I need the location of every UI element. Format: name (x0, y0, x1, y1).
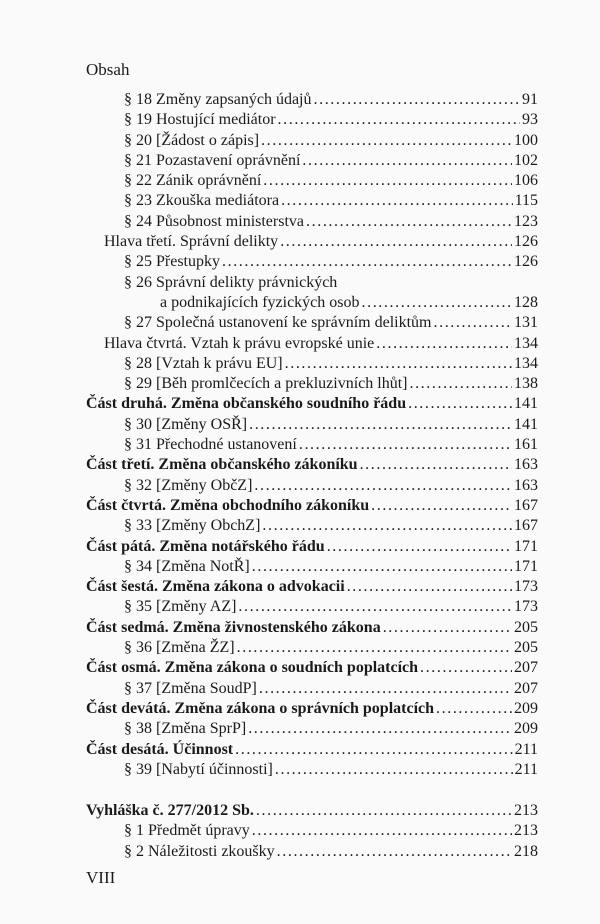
toc-entry-title: § 25 Přestupky (124, 253, 220, 271)
toc-entry (86, 699, 538, 719)
table-of-contents (86, 90, 538, 862)
toc-entry-page: 171 (514, 537, 538, 555)
toc-entry-page: 207 (514, 659, 538, 677)
toc-entry-title: § 27 Společná ustanovení ke správním deliktům (124, 314, 432, 332)
toc-entry-page: 163 (514, 456, 538, 474)
toc-entry (86, 273, 538, 293)
toc-entry-page: 106 (514, 172, 538, 190)
toc-entry (86, 334, 538, 354)
toc-entry-title: § 34 [Změna NotŘ] (124, 557, 250, 575)
dot-leader (302, 151, 512, 171)
toc-entry-page: 100 (514, 131, 538, 149)
dot-leader (252, 821, 512, 841)
toc-entry (86, 638, 538, 658)
toc-entry-title: § 24 Působnost ministerstva (124, 212, 305, 230)
dot-leader (238, 597, 512, 617)
dot-leader (306, 212, 512, 232)
dot-leader (371, 496, 512, 516)
toc-entry-page: 213 (514, 802, 538, 820)
toc-entry-page: 211 (514, 740, 538, 758)
dot-leader (327, 537, 512, 557)
toc-entry-title: § 18 Změny zapsaných údajů (124, 91, 312, 108)
toc-entry-page: 211 (514, 760, 538, 778)
toc-entry-title: Část šestá. Změna zákona o advokacii (86, 578, 345, 596)
toc-entry-title: a podnikajících fyzických osob (160, 293, 360, 311)
toc-entry-title: § 20 [Žádost o zápis] (124, 131, 260, 149)
toc-entry-title: § 39 [Nabytí účinnosti] (124, 760, 273, 778)
toc-entry (86, 618, 538, 638)
toc-entry (86, 557, 538, 577)
dot-leader (408, 394, 512, 414)
toc-entry-page: 141 (514, 415, 538, 433)
dot-leader (409, 374, 512, 394)
toc-entry-page: 115 (514, 192, 538, 210)
toc-entry-page: 93 (522, 111, 538, 129)
toc-entry (86, 577, 538, 597)
toc-entry-title: § 2 Náležitosti zkoušky (124, 842, 275, 860)
toc-entry-title: § 22 Zánik oprávnění (124, 172, 262, 190)
toc-entry (86, 374, 538, 394)
dot-leader (434, 313, 513, 333)
toc-entry-page: 134 (514, 334, 538, 352)
toc-entry-page: 126 (514, 253, 538, 271)
toc-entry (86, 455, 538, 475)
toc-entry-title: Část třetí. Změna občanského zákoníku (86, 456, 358, 474)
dot-leader (347, 577, 512, 597)
toc-entry (86, 537, 538, 557)
dot-leader (376, 334, 512, 354)
toc-entry (86, 435, 538, 455)
toc-entry-title: Hlava třetí. Správní delikty (104, 233, 279, 251)
toc-entry-title: § 29 [Běh promlčecích a prekluzivních lhůt] (124, 375, 408, 393)
toc-entry-title: § 33 [Změny ObchZ] (124, 517, 261, 535)
toc-entry (86, 516, 538, 536)
toc-entry-page: 171 (514, 557, 538, 575)
toc-entry-page: 209 (514, 720, 538, 738)
toc-entry-page: 207 (514, 679, 538, 697)
toc-entry (86, 313, 538, 333)
toc-entry-title: § 36 [Změna ŽZ] (124, 639, 235, 657)
toc-entry-title: § 28 [Vztah k právu EU] (124, 354, 283, 372)
toc-entry-page: 123 (514, 212, 538, 230)
toc-entry-title: § 35 [Změny AZ] (124, 598, 237, 616)
toc-entry-title: Hlava čtvrtá. Vztah k právu evropské unie (104, 334, 375, 352)
toc-entry (86, 801, 538, 821)
dot-leader (261, 131, 512, 151)
toc-entry-page: 163 (514, 476, 538, 494)
dot-leader (362, 293, 513, 313)
dot-leader (252, 557, 512, 577)
toc-entry (86, 496, 538, 516)
toc-entry-title: § 19 Hostující mediátor (124, 111, 276, 129)
toc-entry (86, 597, 538, 617)
toc-entry (86, 232, 538, 252)
dot-leader (420, 658, 512, 678)
toc-entry-title: Vyhláška č. 277/2012 Sb. (86, 802, 254, 820)
toc-entry (86, 171, 538, 191)
toc-entry-page: 131 (514, 314, 538, 332)
toc-entry (86, 151, 538, 171)
toc-entry (86, 821, 538, 841)
toc-entry (86, 415, 538, 435)
toc-entry-title: Část pátá. Změna notářského řádu (86, 537, 325, 555)
toc-entry-title: § 31 Přechodné ustanovení (124, 436, 297, 454)
toc-entry-title: § 37 [Změna SoudP] (124, 679, 257, 697)
toc-entry (86, 740, 538, 760)
dot-leader (436, 699, 512, 719)
toc-entry-page: 126 (514, 233, 538, 251)
toc-entry-page: 173 (514, 578, 538, 596)
toc-entry-title: § 1 Předmět úpravy (124, 822, 250, 840)
toc-entry-title: Část devátá. Změna zákona o správních poplatcích (86, 699, 435, 717)
dot-leader (254, 476, 512, 496)
dot-leader (222, 252, 512, 272)
toc-entry (86, 252, 538, 272)
dot-leader (281, 191, 513, 211)
toc-entry (86, 293, 538, 313)
toc-entry-title: Část sedmá. Změna živnostenského zákona (86, 618, 381, 636)
toc-entry-title: Část druhá. Změna občanského soudního řádu (86, 395, 407, 413)
toc-entry-page: 161 (514, 436, 538, 454)
dot-leader (256, 801, 512, 821)
toc-entry (86, 679, 538, 699)
toc-entry-page: 167 (514, 496, 538, 514)
toc-entry (86, 719, 538, 739)
dot-leader (360, 455, 512, 475)
toc-entry (86, 354, 538, 374)
toc-entry (86, 658, 538, 678)
toc-entry-title: § 21 Pozastavení oprávnění (124, 151, 301, 169)
dot-leader (259, 679, 512, 699)
toc-entry (86, 191, 538, 211)
dot-leader (285, 354, 512, 374)
toc-entry-page: 205 (514, 618, 538, 636)
toc-entry (86, 90, 538, 110)
toc-entry-page: 213 (514, 822, 538, 840)
toc-entry-title: § 32 [Změny ObčZ] (124, 476, 253, 494)
toc-entry-page: 141 (514, 395, 538, 413)
dot-leader (299, 435, 512, 455)
toc-entry-page: 218 (514, 842, 538, 860)
toc-entry (86, 760, 538, 780)
toc-entry (86, 212, 538, 232)
toc-entry-page: 102 (514, 151, 538, 169)
toc-entry (86, 131, 538, 151)
dot-leader (278, 110, 520, 130)
dot-leader (249, 415, 512, 435)
toc-entry-page: 167 (514, 517, 538, 535)
toc-entry-title: § 30 [Změny OSŘ] (124, 415, 248, 433)
toc-entry-title: Část osmá. Změna zákona o soudních poplatcích (86, 659, 419, 677)
dot-leader (237, 638, 512, 658)
toc-entry-page: 173 (514, 598, 538, 616)
dot-leader (277, 842, 512, 862)
dot-leader (275, 760, 513, 780)
page-number: VIII (86, 868, 116, 887)
toc-entry-page: 128 (514, 293, 538, 311)
toc-entry-page: 205 (514, 639, 538, 657)
dot-leader (248, 719, 512, 739)
dot-leader (383, 618, 512, 638)
dot-leader (314, 90, 521, 110)
toc-entry (86, 110, 538, 130)
toc-entry (86, 842, 538, 862)
dot-leader (235, 740, 512, 760)
dot-leader (263, 171, 512, 191)
toc-entry-page: 91 (522, 91, 538, 108)
toc-entry (86, 394, 538, 414)
toc-entry-title: § 38 [Změna SprP] (124, 720, 247, 738)
dot-leader (280, 232, 512, 252)
dot-leader (262, 516, 512, 536)
page-header: Obsah (86, 60, 130, 79)
toc-entry (86, 476, 538, 496)
toc-entry-title: Část desátá. Účinnost (86, 740, 234, 758)
toc-entry-title: Část čtvrtá. Změna obchodního zákoníku (86, 496, 370, 514)
toc-entry-page: 138 (514, 375, 538, 393)
toc-entry-page: 209 (514, 699, 538, 717)
toc-entry-title: § 23 Zkouška mediátora (124, 192, 280, 210)
toc-entry-page: 134 (514, 354, 538, 372)
toc-entry-title: § 26 Správní delikty právnických (124, 273, 338, 291)
